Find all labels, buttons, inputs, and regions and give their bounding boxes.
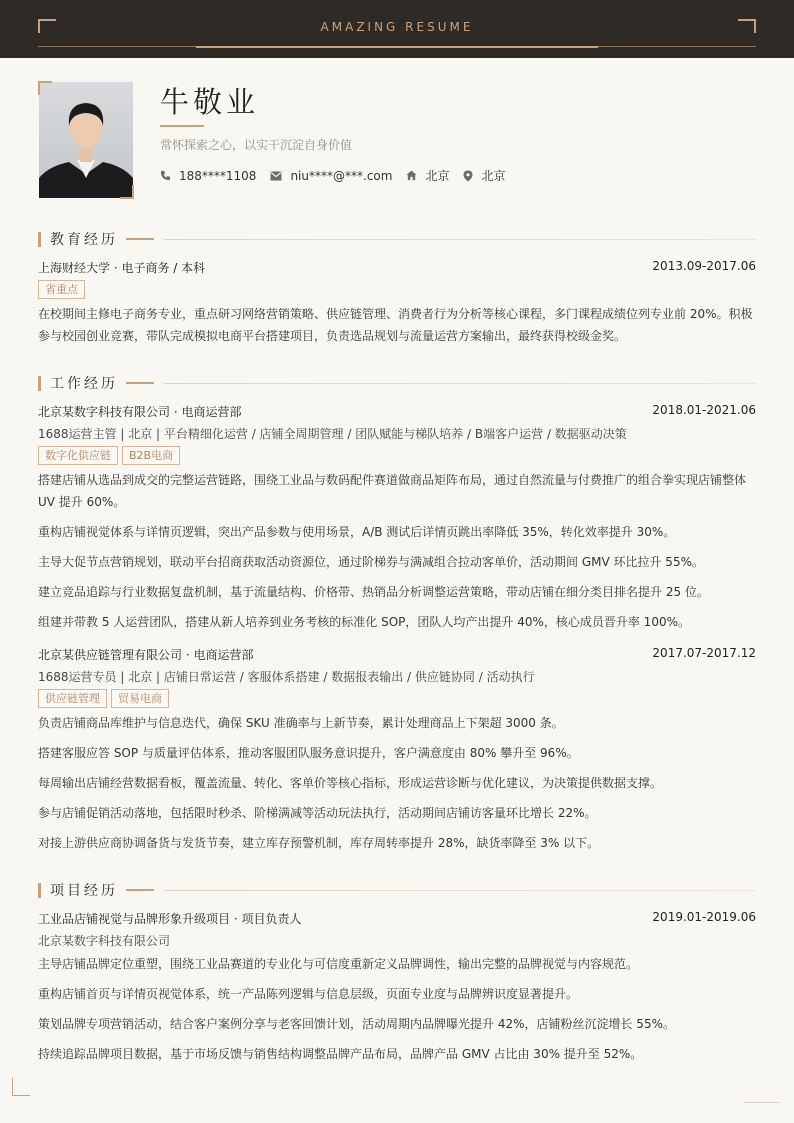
school-and-major: 上海财经大学 · 电子商务 / 本科	[38, 261, 206, 275]
portrait-illustration	[39, 82, 133, 198]
section-divider	[164, 383, 756, 384]
section-divider	[164, 890, 756, 891]
section-marker	[38, 376, 41, 391]
corner-ornament-bottom-right	[744, 1102, 780, 1103]
contact-email	[270, 169, 392, 183]
work-bullet: 参与店铺促销活动落地，包括限时秒杀、阶梯满减等活动玩法执行，活动期间店铺访客量环比增长 22%。	[38, 806, 597, 820]
contact-city	[406, 167, 449, 184]
section-title: 教育经历	[50, 232, 118, 248]
avatar	[39, 82, 133, 198]
photo-corner-bottom-right	[120, 185, 134, 199]
company-and-department: 北京某供应链管理有限公司 · 电商运营部	[38, 648, 254, 662]
header-band	[0, 0, 794, 58]
section-accent	[126, 238, 154, 240]
project-entry-header	[38, 910, 756, 927]
work-entry-header	[38, 646, 756, 663]
city-value: 北京	[425, 169, 450, 183]
location-value: 北京	[481, 169, 506, 183]
project-bullet: 策划品牌专项营销活动，结合客户案例分享与老客回馈计划，活动周期内品牌曝光提升 42%，店铺粉丝沉淀增长 55%。	[38, 1017, 675, 1031]
work-tags	[38, 446, 184, 465]
work-date: 2018.01-2021.06	[652, 403, 756, 417]
section-marker	[38, 232, 41, 247]
tag: 数字化供应链	[38, 446, 118, 465]
education-date: 2013.09-2017.06	[652, 259, 756, 273]
phone-number: 188****1108	[179, 168, 257, 183]
role-summary: 1688运营主管 | 北京 | 平台精细化运营 / 店铺全周期管理 / 团队赋能与梯队培养 / B端客户运营 / 数据驱动决策	[38, 427, 627, 441]
company-and-department: 北京某数字科技有限公司 · 电商运营部	[38, 405, 242, 419]
tag: 贸易电商	[111, 689, 169, 708]
section-accent	[126, 889, 154, 891]
corner-ornament-bottom-left	[12, 1078, 30, 1096]
candidate-name: 牛敬业	[160, 85, 260, 119]
work-date: 2017.07-2017.12	[652, 646, 756, 660]
project-bullet: 重构店铺首页与详情页视觉体系，统一产品陈列逻辑与信息层级，页面专业度与品牌辨识度显著提升。	[38, 987, 579, 1001]
section-title: 项目经历	[50, 883, 118, 899]
work-bullet: 搭建客服应答 SOP 与质量评估体系，推动客服团队服务意识提升，客户满意度由 80% 攀升至 96%。	[38, 746, 579, 760]
email-address: niu****@***.com	[290, 168, 393, 183]
work-bullet: 负责店铺商品库维护与信息迭代，确保 SKU 准确率与上新节奏，累计处理商品上下架超 3000 条。	[38, 716, 564, 730]
phone-icon	[160, 170, 171, 181]
project-company: 北京某数字科技有限公司	[38, 934, 171, 948]
motto: 常怀探索之心，以实干沉淀自身价值	[160, 138, 353, 152]
work-tags	[38, 689, 173, 708]
section-header-work	[38, 375, 756, 391]
section-divider	[164, 239, 756, 240]
name-underline	[160, 125, 204, 127]
location-pin-icon	[463, 170, 473, 182]
work-bullet: 搭建店铺从选品到成交的完整运营链路，围绕工业品与数码配件赛道做商品矩阵布局，通过自然流量与付费推广的组合拳实现店铺整体 UV 提升 60%。	[38, 473, 747, 509]
work-entry-header	[38, 403, 756, 420]
home-icon	[406, 170, 417, 181]
section-header-projects	[38, 882, 756, 898]
tag: B2B电商	[122, 446, 180, 465]
brand-title: AMAZING RESUME	[320, 20, 474, 34]
photo-corner-top-left	[38, 81, 52, 95]
contact-phone	[160, 169, 256, 183]
contact-location	[463, 167, 505, 184]
tag: 供应链管理	[38, 689, 107, 708]
education-description: 在校期间主修电子商务专业，重点研习网络营销策略、供应链管理、消费者行为分析等核心课程，多门课程成绩位列专业前 20%。积极参与校园创业竞赛，带队完成模拟电商平台搭建项目，负责选品规划与流量运营方案输出，最终获得校级金奖。	[38, 307, 753, 343]
section-title: 工作经历	[50, 376, 118, 392]
work-bullet: 重构店铺视觉体系与详情页逻辑，突出产品参数与使用场景，A/B 测试后详情页跳出率降低 35%，转化效率提升 30%。	[38, 525, 676, 539]
mail-icon	[270, 171, 282, 181]
project-name-and-role: 工业品店铺视觉与品牌形象升级项目 · 项目负责人	[38, 912, 302, 926]
role-summary: 1688运营专员 | 北京 | 店铺日常运营 / 客服体系搭建 / 数据报表输出 / 供应链协同 / 活动执行	[38, 670, 535, 684]
work-bullet: 每周输出店铺经营数据看板，覆盖流量、转化、客单价等核心指标，形成运营诊断与优化建议，为决策提供数据支撑。	[38, 776, 663, 790]
profile-photo	[38, 81, 134, 199]
work-bullet: 主导大促节点营销规划，联动平台招商获取活动资源位，通过阶梯券与满减组合拉动客单价，活动期间 GMV 环比拉升 55%。	[38, 555, 704, 569]
section-accent	[126, 382, 154, 384]
work-bullet: 对接上游供应商协调备货与发货节奏，建立库存预警机制，库存周转率提升 28%，缺货率降至 3% 以下。	[38, 836, 600, 850]
work-bullet: 建立竞品追踪与行业数据复盘机制，基于流量结构、价格带、热销品分析调整运营策略，带动店铺在细分类目排名提升 25 位。	[38, 585, 709, 599]
contact-list	[160, 167, 519, 184]
work-bullet: 组建并带教 5 人运营团队，搭建从新人培养到业务考核的标准化 SOP，团队人均产出提升 40%，核心成员晋升率 100%。	[38, 615, 690, 629]
project-bullet: 持续追踪品牌项目数据，基于市场反馈与销售结构调整品牌产品布局，品牌产品 GMV 占比由 30% 提升至 52%。	[38, 1047, 643, 1061]
education-tags	[38, 280, 89, 299]
section-marker	[38, 883, 41, 898]
header-divider-accent	[196, 46, 598, 48]
project-bullet: 主导店铺品牌定位重塑，围绕工业品赛道的专业化与可信度重新定义品牌调性，输出完整的品牌视觉与内容规范。	[38, 957, 639, 971]
project-date: 2019.01-2019.06	[652, 910, 756, 924]
tag: 省重点	[38, 280, 85, 299]
section-header-education	[38, 231, 756, 247]
education-entry-header	[38, 259, 756, 276]
